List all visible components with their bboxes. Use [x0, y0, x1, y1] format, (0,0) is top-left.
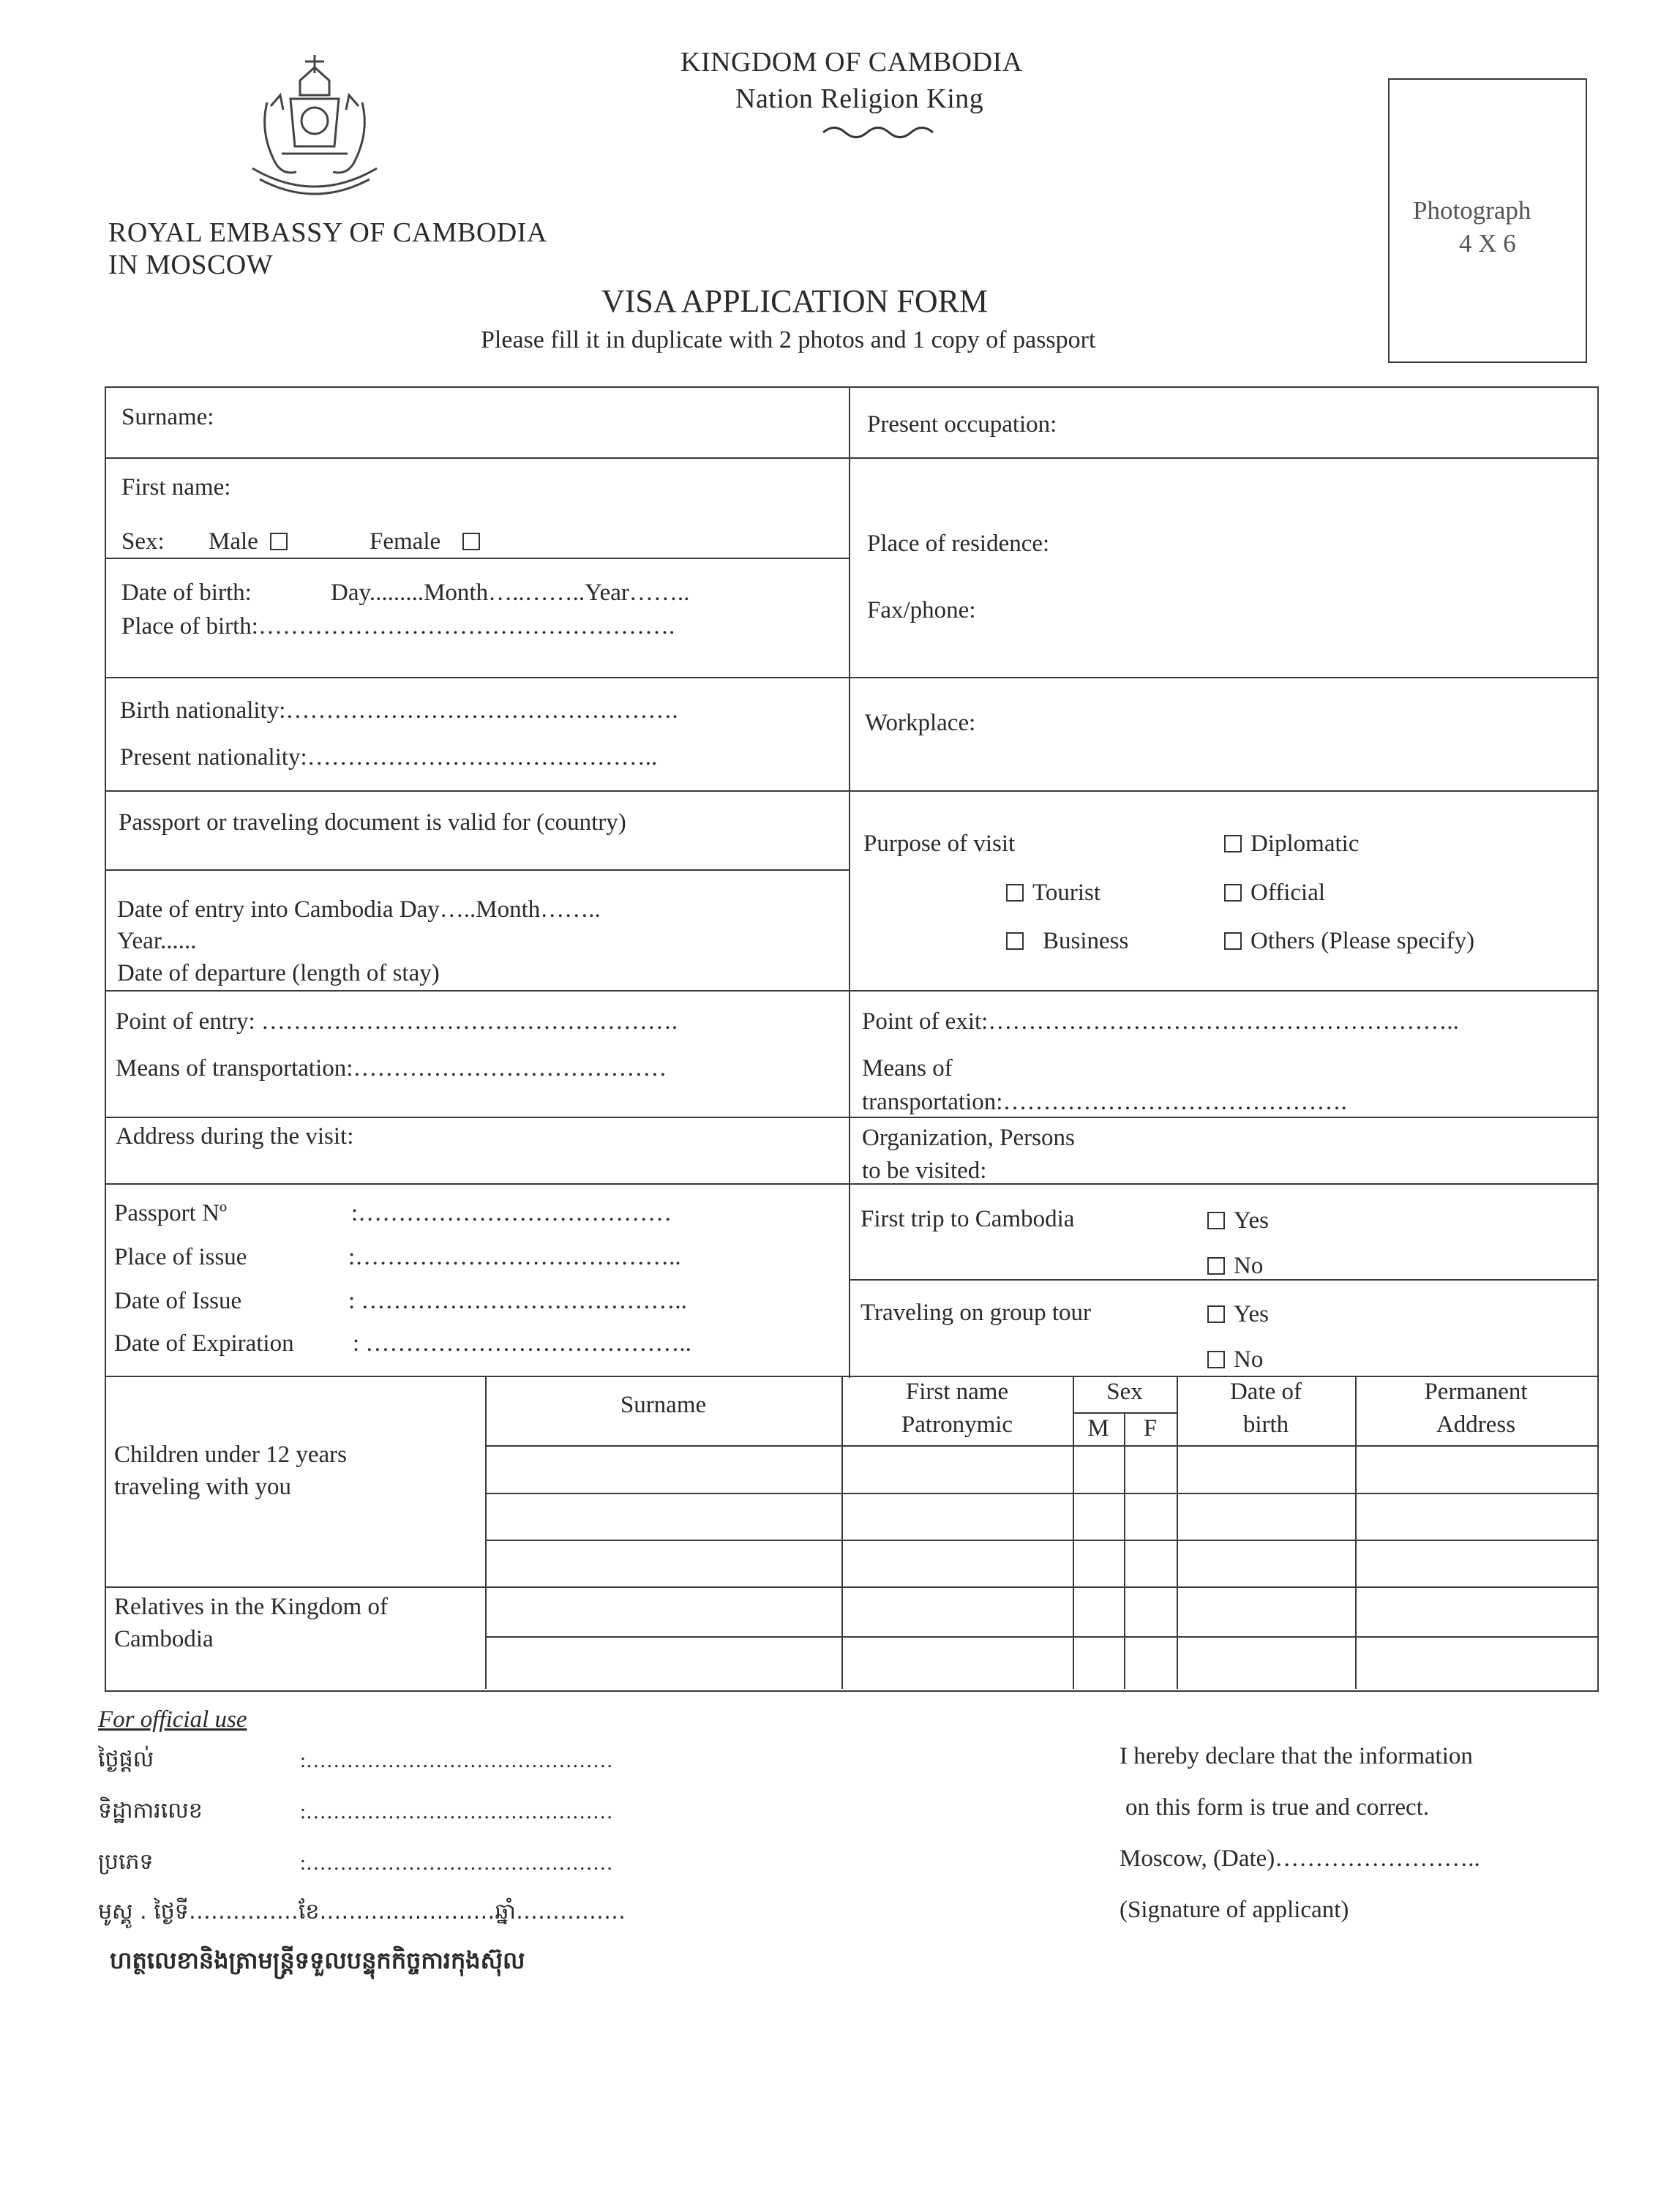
- ornament-divider: [820, 123, 937, 142]
- col-birth: birth: [1242, 1411, 1289, 1438]
- purpose-official-option[interactable]: [1224, 880, 1325, 906]
- others-checkbox[interactable]: [1224, 932, 1242, 950]
- present-occupation-label: Present occupation:: [867, 411, 1057, 438]
- official-row4-date[interactable]: មូស្គូ . ថ្ងៃទី……………ខែ……………………ឆ្នាំ……………: [98, 1899, 626, 1924]
- place-of-issue-label: Place of issue: [114, 1244, 247, 1270]
- purpose-diplomatic-option[interactable]: [1224, 831, 1359, 857]
- purpose-business-option[interactable]: [1006, 928, 1128, 954]
- male-checkbox[interactable]: [270, 533, 288, 550]
- group-tour-yes[interactable]: [1207, 1301, 1269, 1327]
- official-row1-field[interactable]: :………………………………………: [300, 1750, 613, 1772]
- means-of-label: Means of: [862, 1055, 953, 1082]
- female-checkbox[interactable]: [462, 533, 480, 550]
- form-grid: [105, 386, 1599, 1692]
- declaration-signature[interactable]: (Signature of applicant): [1120, 1897, 1349, 1923]
- official-row3-label: ប្រភេទ: [98, 1849, 154, 1875]
- official-row2-label: ទិដ្ឋាការលេខ: [98, 1798, 203, 1824]
- tourist-label: Tourist: [1032, 880, 1101, 906]
- photo-label: Photograph: [1413, 196, 1531, 225]
- first-trip-yes[interactable]: [1207, 1207, 1269, 1234]
- declaration-date[interactable]: Moscow, (Date)……………………..: [1120, 1845, 1480, 1872]
- fax-phone-label: Fax/phone:: [867, 597, 976, 623]
- col-m: M: [1087, 1415, 1109, 1442]
- sex-label: Sex:: [121, 528, 165, 555]
- workplace-label: Workplace:: [865, 710, 976, 736]
- relatives-label-line2: Cambodia: [114, 1626, 214, 1652]
- group-tour-yes-checkbox[interactable]: [1207, 1305, 1225, 1323]
- diplomatic-label: Diplomatic: [1250, 831, 1360, 857]
- place-of-issue-field[interactable]: :…………………………………..: [348, 1244, 681, 1270]
- official-signature-label: ហត្ថលេខានិងត្រាមន្ត្រីទទួលបន្ទុកកិច្ចការកុងស៊ុល: [110, 1946, 525, 1974]
- business-label: Business: [1043, 928, 1129, 954]
- col-first-name: [841, 1376, 1073, 1441]
- embassy-line2: IN MOSCOW: [108, 250, 274, 280]
- present-nationality-label[interactable]: Present nationality:……………………………………..: [120, 744, 658, 771]
- col-date-of: Date of: [1229, 1379, 1302, 1405]
- passport-no-label: Passport Nº: [114, 1200, 228, 1226]
- first-trip-no-checkbox[interactable]: [1207, 1257, 1225, 1275]
- col-sex: Sex: [1106, 1379, 1143, 1405]
- date-of-expiration-field[interactable]: : …………………………………..: [353, 1330, 691, 1357]
- female-label: Female: [370, 528, 441, 555]
- official-row1-label: ថ្ងៃផ្តល់: [98, 1747, 154, 1772]
- date-of-entry-label[interactable]: Date of entry into Cambodia Day…..Month……..: [117, 896, 601, 923]
- birth-nationality-label[interactable]: Birth nationality:………………………………………….: [120, 697, 678, 724]
- others-label: Others (Please specify): [1250, 928, 1475, 954]
- purpose-tourist-option[interactable]: [1006, 880, 1100, 906]
- male-label: Male: [209, 528, 258, 555]
- col-surname: Surname: [620, 1392, 707, 1418]
- col-f: F: [1143, 1415, 1158, 1442]
- embassy-line1: ROYAL EMBASSY OF CAMBODIA: [108, 217, 547, 248]
- yes-label: Yes: [1234, 1207, 1270, 1234]
- declaration-line1: I hereby declare that the information: [1120, 1743, 1473, 1769]
- form-subtitle: Please fill it in duplicate with 2 photos and 1 copy of passport: [481, 326, 1096, 353]
- relatives-label-line1: Relatives in the Kingdom of: [114, 1594, 388, 1620]
- group-tour-no[interactable]: [1207, 1346, 1263, 1373]
- entry-year-label[interactable]: Year......: [117, 928, 197, 954]
- col-permanent-address: [1355, 1376, 1597, 1441]
- point-of-exit-label[interactable]: Point of exit:…………………………………………………..: [862, 1008, 1459, 1035]
- declaration-line2: on this form is true and correct.: [1125, 1794, 1430, 1821]
- country-title: KINGDOM OF CAMBODIA: [680, 47, 1023, 78]
- date-of-expiration-label: Date of Expiration: [114, 1330, 294, 1357]
- col-patronymic: Patronymic: [901, 1411, 1013, 1438]
- diplomatic-checkbox[interactable]: [1224, 835, 1242, 852]
- official-row2-field[interactable]: :………………………………………: [300, 1801, 613, 1824]
- means-of-transportation-left[interactable]: Means of transportation:…………………………………: [116, 1055, 667, 1082]
- col-first-name-line1: First name: [905, 1379, 1009, 1405]
- surname-label: Surname:: [121, 404, 214, 430]
- official-label: Official: [1250, 880, 1326, 906]
- organization-label: Organization, Persons: [862, 1125, 1075, 1151]
- place-of-residence-label: Place of residence:: [867, 531, 1050, 557]
- no-label: No: [1234, 1346, 1264, 1373]
- motto: Nation Religion King: [735, 83, 984, 114]
- date-of-issue-field[interactable]: : …………………………………..: [348, 1288, 687, 1314]
- official-checkbox[interactable]: [1224, 884, 1242, 902]
- group-tour-label: Traveling on group tour: [860, 1300, 1092, 1326]
- sex-male-option[interactable]: [209, 528, 296, 555]
- official-row3-field[interactable]: :………………………………………: [300, 1852, 613, 1875]
- purpose-others-option[interactable]: [1224, 928, 1474, 954]
- date-of-issue-label: Date of Issue: [114, 1288, 242, 1314]
- tourist-checkbox[interactable]: [1006, 884, 1024, 902]
- form-title: VISA APPLICATION FORM: [601, 283, 989, 319]
- photo-size: 4 X 6: [1459, 229, 1516, 258]
- col-address: Address: [1436, 1411, 1516, 1438]
- royal-coat-of-arms-icon: [238, 51, 391, 198]
- passport-no-field[interactable]: :…………………………………: [351, 1200, 672, 1226]
- first-trip-label: First trip to Cambodia: [860, 1206, 1075, 1232]
- address-during-visit-label: Address during the visit:: [116, 1123, 354, 1150]
- place-of-birth-label[interactable]: Place of birth:…………………………………………….: [121, 613, 675, 640]
- col-date-of-birth: [1177, 1376, 1355, 1441]
- first-name-label: First name:: [121, 474, 231, 501]
- first-trip-yes-checkbox[interactable]: [1207, 1212, 1225, 1229]
- no-label: No: [1234, 1253, 1264, 1279]
- passport-valid-label: Passport or traveling document is valid for (country): [119, 809, 626, 836]
- date-of-birth-label: Date of birth:: [121, 580, 252, 606]
- photo-box: [1388, 78, 1587, 363]
- col-permanent: Permanent: [1424, 1379, 1528, 1405]
- transportation-right[interactable]: transportation:…………………………………….: [862, 1089, 1347, 1115]
- children-label-line2: traveling with you: [114, 1474, 291, 1500]
- yes-label: Yes: [1234, 1301, 1270, 1327]
- sex-female-option[interactable]: [370, 528, 489, 555]
- children-label-line1: Children under 12 years: [114, 1442, 347, 1468]
- date-of-birth-parts[interactable]: Day.........Month…..……..Year……..: [331, 580, 690, 606]
- to-be-visited-label: to be visited:: [862, 1158, 987, 1184]
- purpose-of-visit-label: Purpose of visit: [863, 831, 1016, 857]
- group-tour-no-checkbox[interactable]: [1207, 1351, 1225, 1368]
- first-trip-no[interactable]: [1207, 1253, 1263, 1279]
- point-of-entry-label[interactable]: Point of entry: …………………………………………….: [116, 1008, 678, 1035]
- official-use-title: For official use: [98, 1706, 247, 1733]
- business-checkbox[interactable]: [1006, 932, 1024, 950]
- date-of-departure-label: Date of departure (length of stay): [117, 960, 440, 986]
